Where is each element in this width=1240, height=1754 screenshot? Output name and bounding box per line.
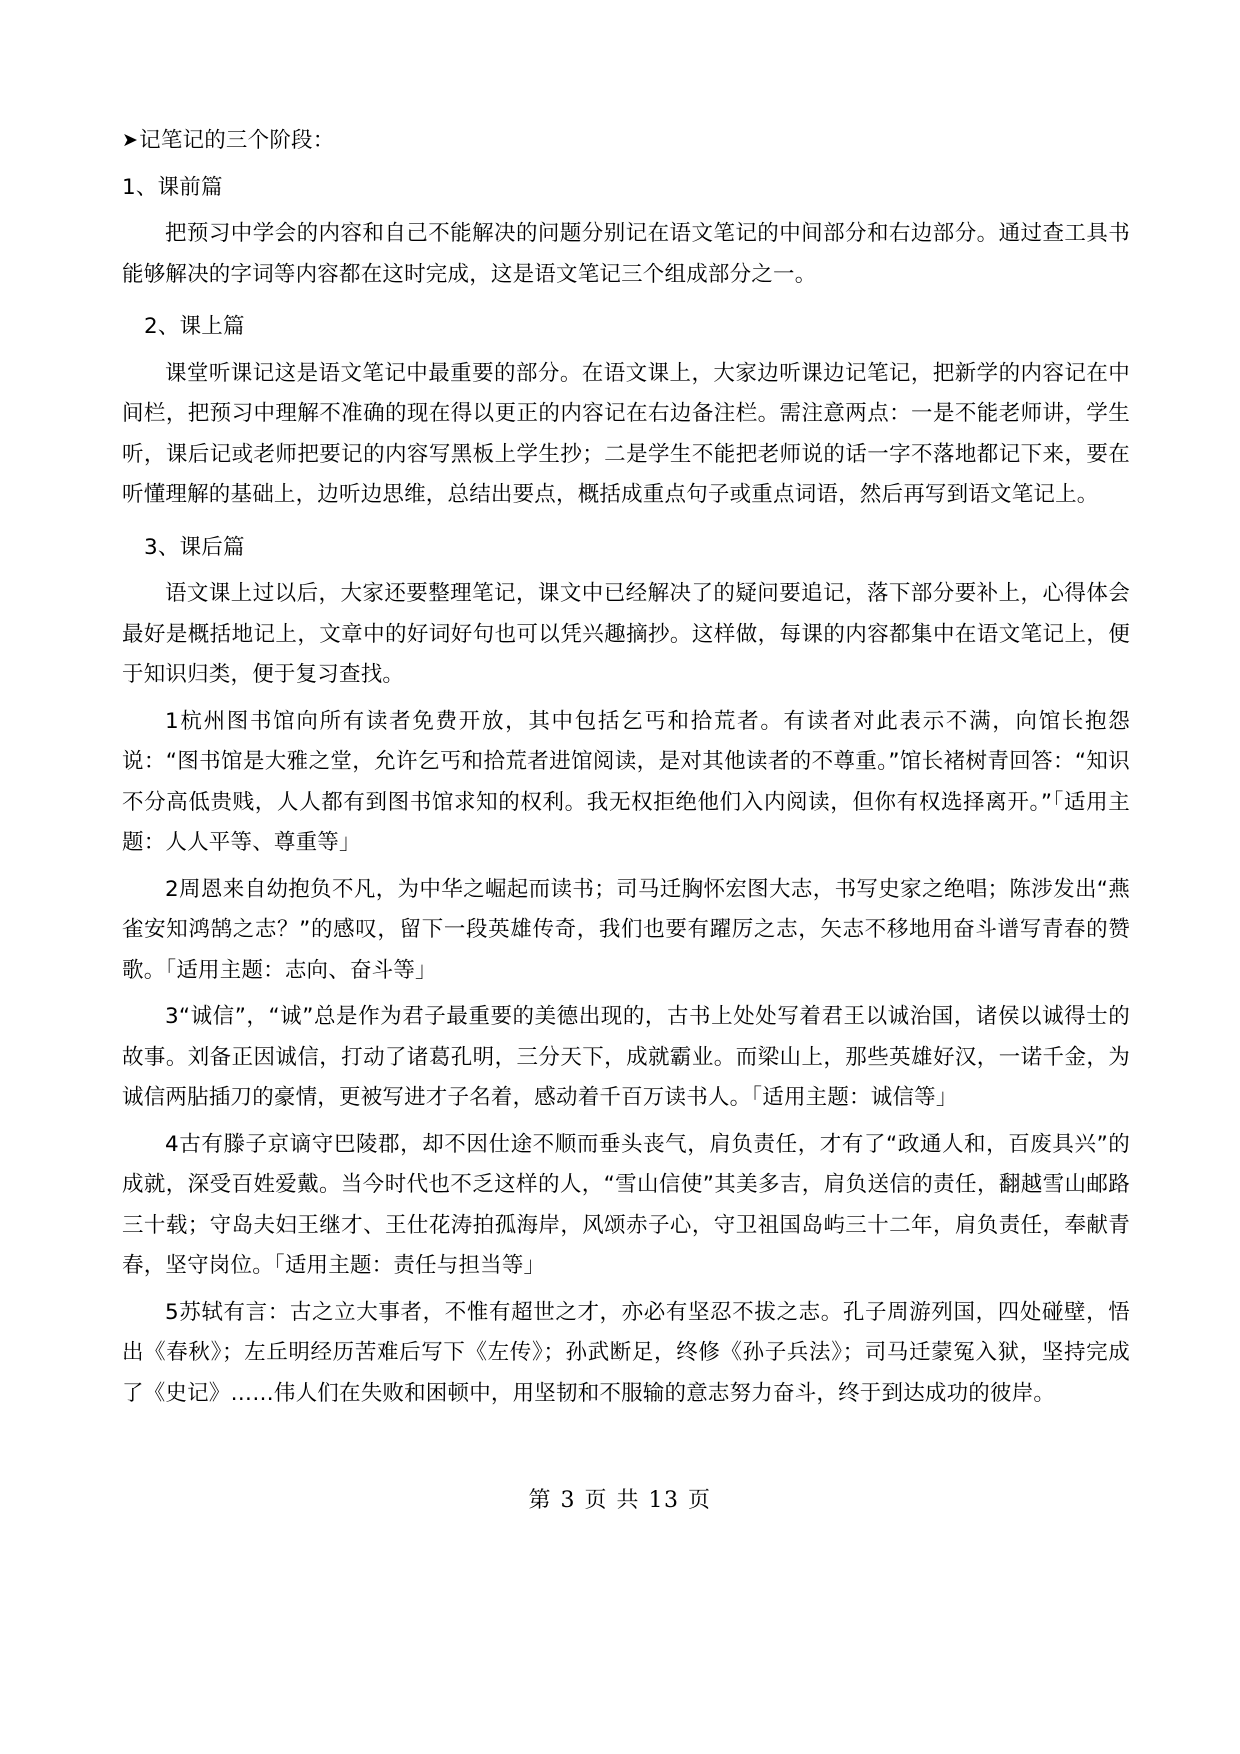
numbered-item-1: 1杭州图书馆向所有读者免费开放，其中包括乞丐和拾荒者。有读者对此表示不满，向馆长抱怨说：“图书馆是大雅之堂，允许乞丐和拾荒者进馆阅读，是对其他读者的不尊重。”馆长褚树青回答：“知识不分高低贵贱，人人都有到图书馆求知的权利。我无权拒绝他们入内阅读，但你有权选择离开。”「适用主题：人人平等、尊重等」 (122, 708, 1130, 855)
section-heading (122, 120, 1130, 162)
subheading-2: 2、课上篇 (144, 314, 245, 339)
subheading-3: 3、课后篇 (144, 534, 245, 560)
numbered-item-4: 4古有滕子京谪守巴陵郡，却不因仕途不顺而垂头丧气，肩负责任，才有了“政通人和，百废具兴”的成就，深受百姓爱戴。当今时代也不乏这样的人，“雪山信使”其美多吉，肩负送信的责任，翻越雪山邮路三十载；守岛夫妇王继才、王仕花涛拍孤海岸，风颂赤子心，守卫祖国岛屿三十二年，肩负责任，奉献青春，坚守岗位。「适用主题：责任与担当等」 (122, 1131, 1130, 1278)
paragraph-spacer (122, 516, 1130, 522)
document-body (122, 120, 1130, 1414)
paragraph-2: 课堂听课记这是语文笔记中最重要的部分。在语文课上，大家边听课边记笔记，把新学的内容记在中间栏，把预习中理解不准确的现在得以更正的内容记在右边备注栏。需注意两点：一是不能老师讲，学生听，课后记或老师把要记的内容写黑板上学生抄；二是学生不能把老师说的话一字不落地都记下来，要在听懂理解的基础上，边听边思维，总结出要点，概括成重点句子或重点词语，然后再写到语文笔记上。 (122, 360, 1130, 507)
section-heading-text: 记笔记的三个阶段： (139, 128, 335, 153)
paragraph-1: 把预习中学会的内容和自己不能解决的问题分别记在语文笔记的中间部分和右边部分。通过查工具书能够解决的字词等内容都在这时完成，这是语文笔记三个组成部分之一。 (122, 221, 1130, 287)
numbered-item-5: 5苏轼有言：古之立大事者，不惟有超世之才，亦必有坚忍不拔之志。孔子周游列国，四处碰壁，悟出《春秋》；左丘明经历苦难后写下《左传》；孙武断足，终修《孙子兵法》；司马迁蒙冤入狱，坚持完成了《史记》……伟人们在失败和困顿中，用坚韧和不服输的意志努力奋斗，终于到达成功的彼岸。 (122, 1299, 1130, 1406)
paragraph-3: 语文课上过以后，大家还要整理笔记，课文中已经解决了的疑问要追记，落下部分要补上，心得体会最好是概括地记上，文章中的好词好句也可以凭兴趣摘抄。这样做，每课的内容都集中在语文笔记上，便于知识归类，便于复习查找。 (122, 581, 1130, 687)
subheading-1: 1、课前篇 (122, 174, 223, 200)
numbered-item-3: 3“诚信”，“诚”总是作为君子最重要的美德出现的，古书上处处写着君王以诚治国，诸侯以诚得士的故事。刘备正因诚信，打动了诸葛孔明，三分天下，成就霸业。而梁山上，那些英雄好汉，一诺千金，为诚信两胋插刀的豪情，更被写进才子名着，感动着千百万读书人。「适用主题：诚信等」 (122, 1004, 1130, 1110)
page-number-footer: 第 3 页 共 13 页 (528, 1488, 712, 1513)
paragraph-spacer (122, 295, 1130, 301)
right-triangle-bullet-icon: ➤ (122, 129, 139, 151)
numbered-item-2: 2周恩来自幼抱负不凡，为中华之崛起而读书；司马迁胸怀宏图大志，书写史家之绝唱；陈涉发出“燕雀安知鸿鹄之志？”的感叹，留下一段英雄传奇，我们也要有躍厉之志，矢志不移地用奋斗谱写青春的赞歌。「适用主题：志向、奋斗等」 (122, 876, 1130, 983)
